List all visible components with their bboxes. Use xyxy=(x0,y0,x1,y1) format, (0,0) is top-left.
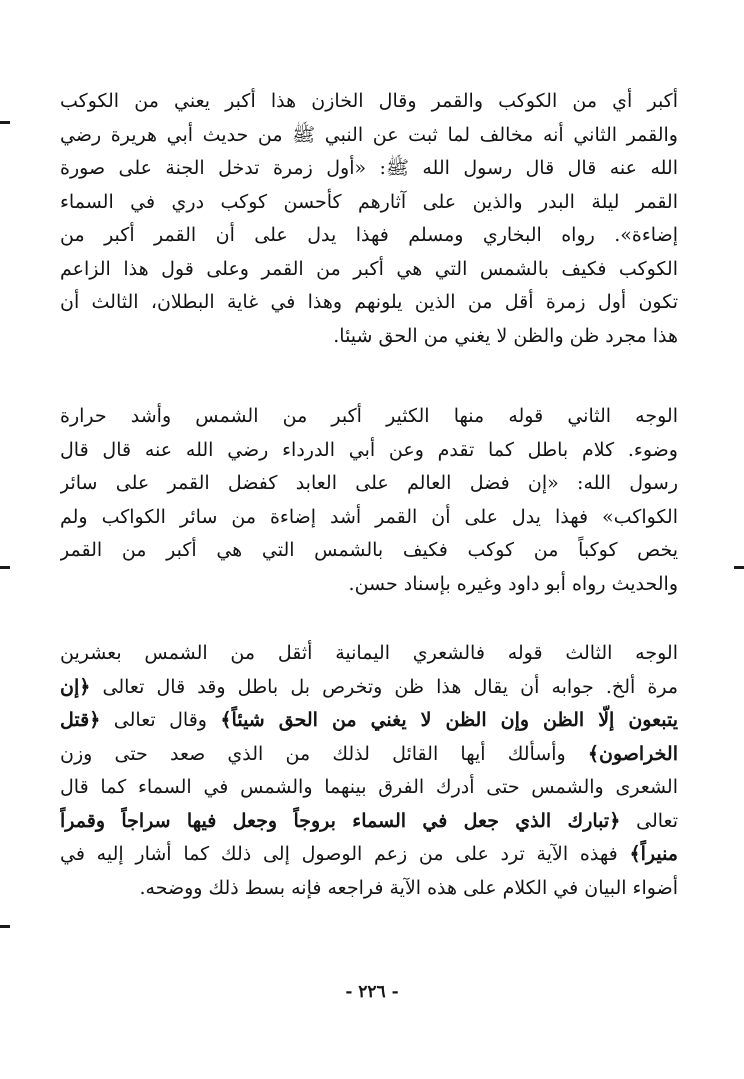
paragraph-1 xyxy=(60,85,678,353)
text-line: رسول الله: «إن فضل العالم على العابد كفضل القمر على سائر xyxy=(60,472,678,494)
quran-quote: ﴿قتل xyxy=(60,709,101,731)
text-line: وضوء. كلام باطل كما تقدم وعن أبي الدرداء رضي الله عنه قال قال xyxy=(60,438,678,461)
text-line: والحديث رواه أبو داود وغيره بإسناد حسن. xyxy=(348,572,678,595)
text-run: فهذه الآية ترد على من زعم الوصول إلى ذلك كما أشار إليه في xyxy=(60,843,618,865)
text-run: وقال تعالى xyxy=(113,709,207,731)
text-line: والقمر الثاني أنه مخالف لما ثبت عن النبي ﷺ من حديث أبي هريرة رضي xyxy=(60,123,678,146)
text-line: الوجه الثاني قوله منها الكثير أكبر من الشمس وأشد حرارة xyxy=(60,405,678,427)
text-line: الكوكب فكيف بالشمس التي هي أكبر من القمر وعلى قول هذا الزاعم xyxy=(60,257,678,280)
scan-edge-mark xyxy=(0,121,10,124)
text-line: تكون أول زمرة أقل من الذين يلونهم وهذا في غاية البطلان، الثالث أن xyxy=(60,291,678,313)
quran-quote: ﴿إن xyxy=(60,675,91,698)
text-line: الوجه الثالث قوله فالشعري اليمانية أثقل من الشمس بعشرين xyxy=(60,642,678,664)
page-number: - ٢٢٦ - xyxy=(345,982,399,1002)
text-line: أضواء البيان في الكلام على هذه الآية فراجعه فإنه بسط ذلك ووضحه. xyxy=(139,876,678,899)
text-line: الشعرى والشمس حتى أدرك الفرق بينهما والشمس في السماء كما قال xyxy=(60,776,678,798)
text-line xyxy=(60,671,678,705)
text-run: وأسألك أيها القائل لذلك من الذي صعد حتى وزن xyxy=(60,742,566,765)
scan-edge-mark xyxy=(0,566,10,569)
text-line: إضاءة». رواه البخاري ومسلم فهذا يدل على أن القمر أكبر من xyxy=(60,224,678,246)
text-run: مرة ألخ. جوابه أن يقال هذا ظن وتخرص بل باطل وقد قال تعالى xyxy=(102,675,678,698)
text-line: الكواكب» فهذا يدل على أن القمر أشد إضاءة من سائر الكواكب ولم xyxy=(60,505,678,528)
paragraph-3 xyxy=(60,637,678,905)
quran-quote: يتبعون إلّا الظن وإن الظن لا يغني من الحق شيئاً﴾ xyxy=(220,709,678,731)
text-line: هذا مجرد ظن والظن لا يغني من الحق شيئا. xyxy=(333,324,678,347)
text-line: أكبر أي من الكوكب والقمر وقال الخازن هذا أكبر يعني من الكوكب xyxy=(60,90,678,112)
paragraph-2 xyxy=(60,400,678,601)
text-line xyxy=(60,838,678,872)
text-line: القمر ليلة البدر والذين على آثارهم كأحسن كوكب دري في السماء xyxy=(60,190,678,213)
quran-quote: الخراصون﴾ xyxy=(587,742,678,765)
text-line xyxy=(60,738,678,772)
text-line xyxy=(60,704,678,738)
text-line: الله عنه قال قال رسول الله ﷺ: «أول زمرة تدخل الجنة على صورة xyxy=(60,157,678,179)
quran-quote: منيراً﴾ xyxy=(629,843,678,865)
text-line xyxy=(60,805,678,839)
quran-quote: ﴿تبارك الذي جعل في السماء بروجاً وجعل فيها سراجاً وقمراً xyxy=(60,809,621,832)
scan-edge-mark xyxy=(734,566,744,569)
scan-edge-mark xyxy=(0,925,10,928)
text-run: تعالى xyxy=(636,809,678,832)
text-line: يخص كوكباً من كوكب فكيف بالشمس التي هي أكبر من القمر xyxy=(60,539,678,561)
